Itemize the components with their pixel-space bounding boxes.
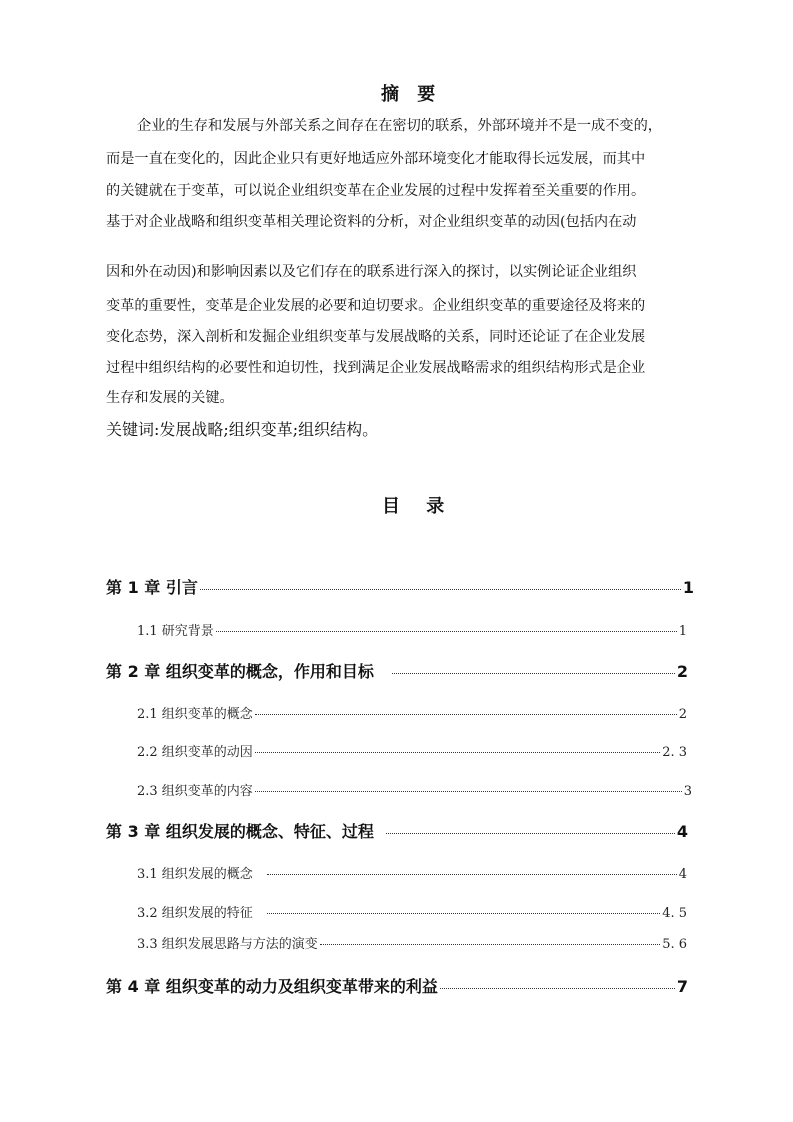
toc-leader [386,833,675,834]
toc-entry-label: 1.1 研究背景 [137,624,214,639]
toc-entry-page: 5. 6 [662,937,687,952]
toc-leader [216,631,677,632]
toc-entry-chapter-2[interactable] [106,659,688,682]
toc-entry-label: 3.2 组织发展的特征 [137,906,253,921]
keywords: 关键词:发展战略;组织变革;组织结构。 [106,420,379,439]
toc-entry-chapter-3[interactable] [106,819,688,842]
toc-entry-chapter-1[interactable] [106,575,694,598]
toc-entry-page: 2 [676,662,688,681]
toc-leader [255,714,677,715]
toc-title: 目 录 [382,496,455,517]
toc-entry-label: 2.1 组织变革的概念 [137,707,253,722]
abstract-line-6: 变革的重要性，变革是企业发展的必要和迫切要求。企业组织变革的重要途径及将来的 [106,298,646,314]
abstract-line-9: 生存和发展的关键。 [106,390,234,406]
toc-entry-page: 2 [678,707,687,722]
toc-entry-page: 4 [676,822,688,841]
toc-entry-label: 3.1 组织发展的概念 [137,867,253,882]
toc-entry-label: 第 3 章 组织发展的概念、特征、过程 [106,822,374,841]
toc-entry-section-2-1[interactable] [137,703,687,722]
toc-leader [440,988,675,989]
toc-leader [320,944,660,945]
toc-entry-page: 1 [682,578,694,597]
toc-entry-section-3-1[interactable] [137,863,687,882]
toc-entry-page: 2. 3 [662,745,687,760]
toc-leader [200,589,681,590]
abstract-line-2: 而是一直在变化的，因此企业只有更好地适应外部环境变化才能取得长远发展，而其中 [106,151,646,167]
toc-leader [255,791,682,792]
toc-entry-label: 3.3 组织发展思路与方法的演变 [137,937,318,952]
toc-entry-label: 2.2 组织变革的动因 [137,745,253,760]
abstract-line-5: 因和外在动因)和影响因素以及它们存在的联系进行深入的探讨，以实例论证企业组织 [106,264,637,280]
abstract-line-7: 变化态势，深入剖析和发掘企业组织变革与发展战略的关系，同时还论证了在企业发展 [106,329,646,345]
toc-entry-section-2-3[interactable] [137,780,692,799]
toc-entry-label: 第 4 章 组织变革的动力及组织变革带来的利益 [106,977,438,996]
toc-entry-page: 1 [678,624,687,639]
toc-entry-section-3-2[interactable] [137,902,687,921]
toc-entry-section-1-1[interactable] [137,620,687,639]
toc-entry-page: 3 [683,784,692,799]
toc-entry-section-2-2[interactable] [137,741,687,760]
toc-leader [267,874,677,875]
toc-entry-page: 4. 5 [662,906,687,921]
toc-entry-chapter-4[interactable] [106,974,688,997]
abstract-title: 摘 要 [381,84,442,105]
toc-entry-page: 4 [678,867,687,882]
toc-entry-section-3-3[interactable] [137,933,687,952]
toc-leader [267,913,660,914]
abstract-line-8: 过程中组织结构的必要性和迫切性，找到满足企业发展战略需求的组织结构形式是企业 [106,360,646,376]
toc-leader [392,673,675,674]
toc-entry-label: 第 2 章 组织变革的概念，作用和目标 [106,662,374,681]
abstract-line-3: 的关键就在于变革，可以说企业组织变革在企业发展的过程中发挥着至关重要的作用。 [106,183,646,199]
toc-entry-label: 2.3 组织变革的内容 [137,784,253,799]
toc-entry-label: 第 1 章 引言 [106,578,198,597]
abstract-line-1: 企业的生存和发展与外部关系之间存在在密切的联系，外部环境并不是一成不变的， [137,118,662,134]
toc-leader [255,752,660,753]
toc-entry-page: 7 [676,977,688,996]
abstract-line-4: 基于对企业战略和组织变革相关理论资料的分析，对企业组织变革的动因(包括内在动 [106,214,637,230]
